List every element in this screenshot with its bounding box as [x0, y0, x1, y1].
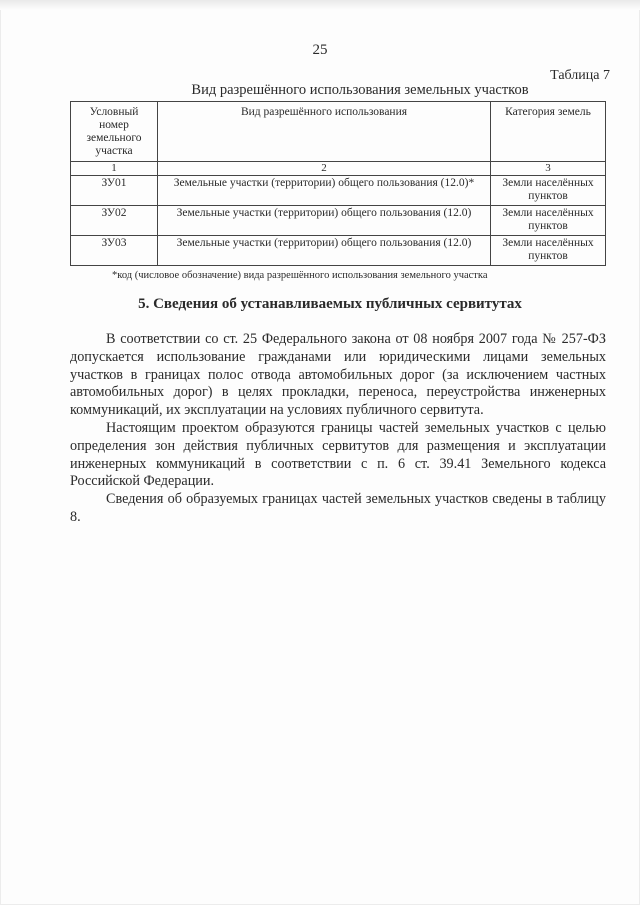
page-top-shadow: [0, 0, 640, 10]
header-permitted-use: Вид разрешённого использования: [158, 102, 491, 162]
section-heading: 5. Сведения об устанавливаемых публичных сервитутах: [138, 296, 522, 312]
column-number: 1: [71, 162, 158, 176]
table-row: [71, 176, 606, 206]
body-paragraph: В соответствии со ст. 25 Федерального закона от 08 ноября 2007 года № 257-ФЗ допускается использование гражданами или юридическими лицами земельных участков в границах полос отвода автомобильных дорог (за исключением частных автомобильных дорог) в целях прокладки, переноса, переустройства инженерных коммуникаций, их эксплуатации на условиях публичного сервитута.: [70, 331, 606, 419]
header-land-category: Категория земель: [491, 102, 606, 162]
table-cell-permitted-use: Земельные участки (территории) общего пользования (12.0): [158, 236, 491, 266]
table-cell-plot-number: ЗУ03: [71, 236, 158, 266]
table-title: Вид разрешённого использования земельных участков: [191, 82, 529, 98]
table-row: [71, 206, 606, 236]
table-footnote: *код (числовое обозначение) вида разрешённого использования земельного участка: [112, 270, 488, 281]
table-cell-land-category: Земли населённых пунктов: [491, 236, 606, 266]
table-cell-land-category: Земли населённых пунктов: [491, 176, 606, 206]
table-cell-plot-number: ЗУ01: [71, 176, 158, 206]
table-cell-plot-number: ЗУ02: [71, 206, 158, 236]
table-cell-permitted-use: Земельные участки (территории) общего пользования (12.0): [158, 206, 491, 236]
table-column-number-row: [71, 162, 606, 176]
column-number: 2: [158, 162, 491, 176]
table-header-row: [71, 102, 606, 162]
page-number: 25: [312, 42, 328, 58]
table-cell-land-category: Земли населённых пунктов: [491, 206, 606, 236]
body-paragraph: Сведения об образуемых границах частей земельных участков сведены в таблицу 8.: [70, 491, 606, 525]
column-number: 3: [491, 162, 606, 176]
land-use-table: [70, 101, 606, 266]
body-paragraph: Настоящим проектом образуются границы частей земельных участков с целью определения зон действия публичных сервитутов для размещения и эксплуатации инженерных коммуникаций в соответствии с п. 6 ст. 39.41 Земельного кодекса Российской Федерации.: [70, 419, 606, 490]
section-body: [70, 331, 606, 527]
table-row: [71, 236, 606, 266]
header-plot-number: Условный номер земельного участка: [71, 102, 158, 162]
table-label: Таблица 7: [550, 68, 610, 83]
table-cell-permitted-use: Земельные участки (территории) общего пользования (12.0)*: [158, 176, 491, 206]
